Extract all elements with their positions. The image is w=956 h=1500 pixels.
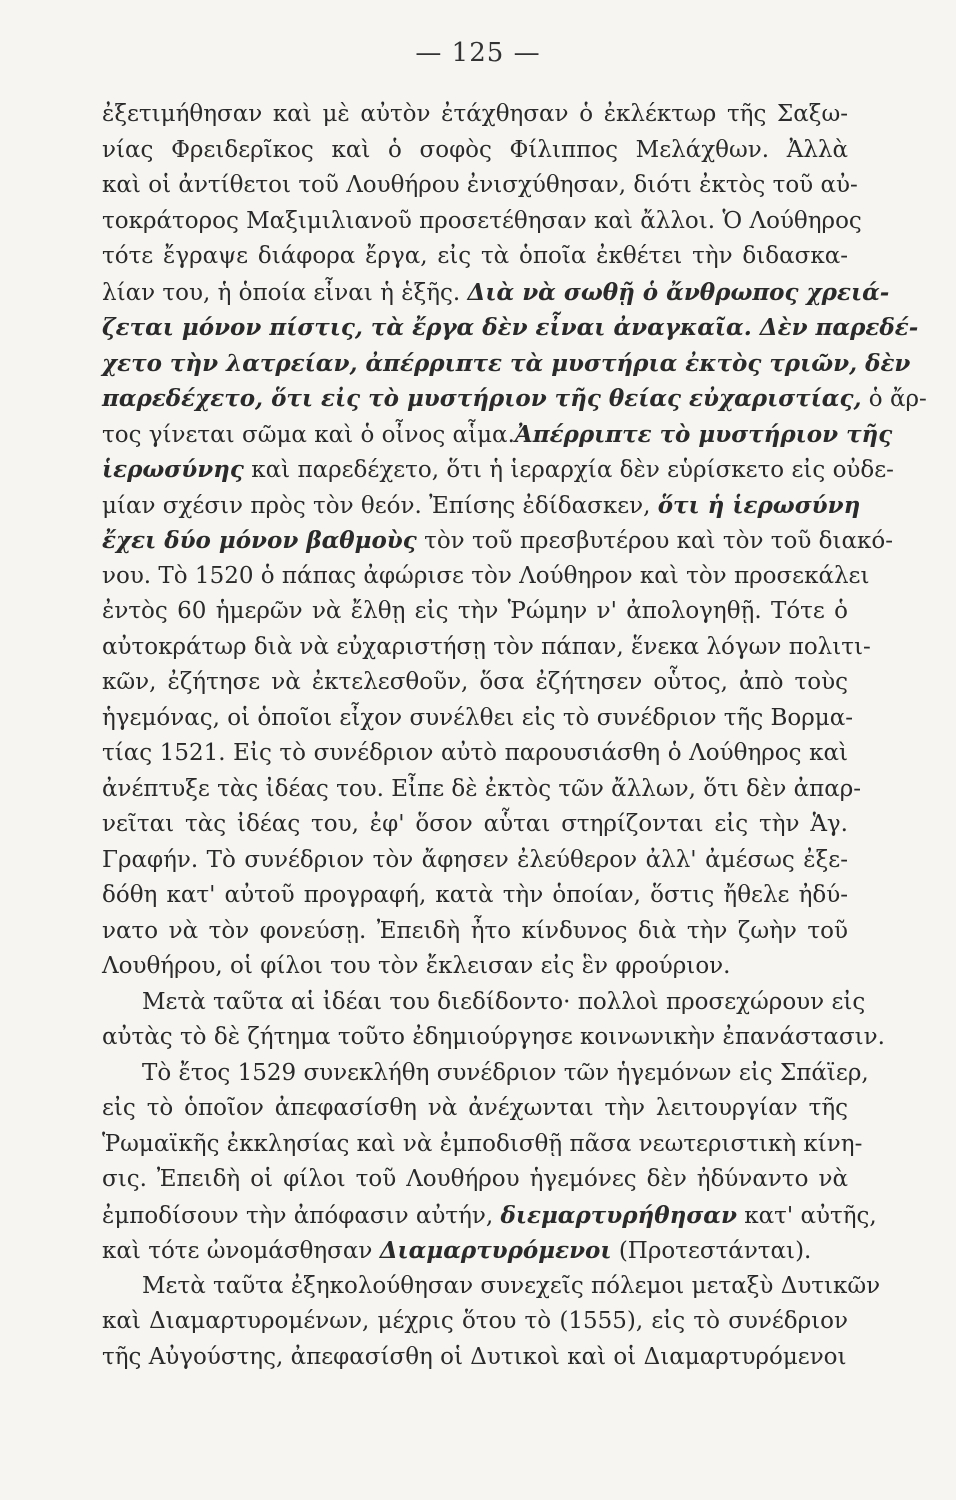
emphasis-text: Διαμαρτυρόμενοι: [379, 1237, 612, 1264]
text-run: τότε ἔγραψε διάφορα ἔργα, εἰς τὰ ὁποῖα ἐκθέτει τὴν διδασκα-: [102, 243, 848, 269]
text-line: [102, 1233, 848, 1269]
text-run: τίας 1521. Εἰς τὸ συνέδριον αὐτὸ παρουσιάσθη ὁ Λούθηρος καὶ: [102, 740, 848, 766]
text-line: [102, 97, 848, 133]
text-line: [102, 807, 848, 843]
text-run: Τὸ ἔτος 1529 συνεκλήθη συνέδριον τῶν ἡγεμόνων εἰς Σπάϊερ,: [142, 1059, 869, 1086]
text-line: [102, 559, 870, 595]
text-run: νατο νὰ τὸν φονεύσῃ. Ἐπειδὴ ἦτο κίνδυνος διὰ τὴν ζωὴν τοῦ: [102, 917, 848, 944]
text-line: [102, 417, 893, 453]
text-run: εἰς τὸ ὁποῖον ἀπεφασίσθη νὰ ἀνέχωνται τὴν λειτουργίαν τῆς: [102, 1095, 848, 1121]
text-run: Ῥωμαϊκῆς ἐκκλησίας καὶ νὰ ἐμποδισθῇ πᾶσα νεωτεριστικὴ κίνη-: [102, 1130, 863, 1157]
text-run: Μετὰ ταῦτα αἱ ἰδέαι του διεδίδοντο· πολλοὶ προσεχώρουν εἰς: [142, 988, 866, 1015]
text-run: καὶ οἱ ἀντίθετοι τοῦ Λουθήρου ἐνισχύθησαν, διότι ἐκτὸς τοῦ αὐ-: [102, 172, 858, 198]
text-line: [102, 1198, 877, 1234]
text-run: ὁ ἄρ-: [861, 386, 927, 412]
text-line: [102, 275, 890, 311]
text-line: [102, 523, 894, 559]
text-line: [102, 985, 866, 1021]
text-run: αὐτὰς τὸ δὲ ζήτημα τοῦτο ἐδημιούργησε κοινωνικὴν ἐπανάστασιν.: [102, 1024, 885, 1050]
text-line: [102, 239, 848, 275]
text-run: καὶ παρεδέχετο, ὅτι ἡ ἱεραρχία δὲν εὑρίσκετο εἰς οὐδε-: [243, 457, 894, 483]
text-run: κατ' αὐτῆς,: [736, 1202, 877, 1229]
text-line: [102, 1127, 863, 1163]
text-line: [102, 452, 894, 488]
text-run: Γραφήν. Τὸ συνέδριον τὸν ἄφησεν ἐλεύθερον ἀλλ' ἀμέσως ἐξε-: [102, 846, 848, 873]
text-line: [102, 665, 848, 701]
text-run: σις. Ἐπειδὴ οἱ φίλοι τοῦ Λουθήρου ἡγεμόνες δὲν ἠδύναντο νὰ: [102, 1166, 848, 1192]
emphasis-text: ὅτι ἡ ἱερωσύνη: [657, 491, 861, 519]
emphasis-text: ἔχει δύο μόνον βαθμοὺς: [102, 527, 417, 554]
text-line: [102, 310, 919, 346]
text-line: [102, 1340, 848, 1376]
text-line: [102, 772, 862, 808]
text-run: αὐτοκράτωρ διὰ νὰ εὐχαριστήσῃ τὸν πάπαν, ἕνεκα λόγων πολιτι-: [102, 633, 871, 660]
emphasis-text: Ἀπέρριπτε τὸ μυστήριον τῆς: [514, 420, 893, 448]
emphasis-text: χετο τὴν λατρείαν, ἀπέρριπτε τὰ μυστήρια ἐκτὸς τριῶν, δὲν: [102, 349, 911, 377]
text-run: τος γίνεται σῶμα καὶ ὁ οἶνος αἷμα.: [102, 421, 515, 448]
text-line: [102, 346, 911, 382]
text-line: [102, 1056, 869, 1092]
text-run: καὶ Διαμαρτυρομένων, μέχρις ὅτου τὸ (1555), εἰς τὸ συνέδριον: [102, 1308, 848, 1334]
text-run: νου. Τὸ 1520 ὁ πάπας ἀφώρισε τὸν Λούθηρον καὶ τὸν προσεκάλει: [102, 562, 870, 589]
text-line: [102, 736, 848, 772]
text-line: [102, 1269, 881, 1305]
emphasis-text: διεμαρτυρήθησαν: [500, 1201, 737, 1229]
emphasis-text: ζεται μόνον πίστις, τὰ ἔργα δὲν εἶναι ἀναγκαῖα. Δὲν παρεδέ-: [102, 314, 919, 341]
text-line: [102, 914, 848, 950]
text-line: [102, 1091, 848, 1127]
page-number: — 125 —: [415, 38, 541, 68]
text-run: τῆς Αὐγούστης, ἀπεφασίσθη οἱ Δυτικοὶ καὶ οἱ Διαμαρτυρόμενοι: [102, 1343, 847, 1370]
text-line: [102, 488, 861, 524]
text-run: ἀνέπτυξε τὰς ἰδέας του. Εἶπε δὲ ἐκτὸς τῶν ἄλλων, ὅτι δὲν ἀπαρ-: [102, 775, 862, 802]
text-line: [102, 843, 848, 879]
emphasis-text: παρεδέχετο, ὅτι εἰς τὸ μυστήριον τῆς θείας εὐχαριστίας,: [102, 385, 862, 412]
text-run: ἡγεμόνας, οἱ ὁποῖοι εἶχον συνέλθει εἰς τὸ συνέδριον τῆς Βορμα-: [102, 704, 854, 731]
text-run: δόθη κατ' αὐτοῦ προγραφή, κατὰ τὴν ὁποίαν, ὅστις ἤθελε ἠδύ-: [102, 882, 848, 908]
text-line: [102, 701, 854, 737]
text-line: [102, 133, 848, 169]
text-run: μίαν σχέσιν πρὸς τὸν θεόν. Ἐπίσης ἐδίδασκεν,: [102, 492, 658, 519]
text-run: λίαν του, ἡ ὁποία εἶναι ἡ ἑξῆς.: [102, 279, 468, 306]
text-run: τοκράτορος Μαξιμιλιανοῦ προσετέθησαν καὶ ἄλλοι. Ὁ Λούθηρος: [102, 207, 862, 234]
text-run: καὶ τότε ὠνομάσθησαν: [102, 1238, 380, 1264]
text-run: κῶν, ἐζήτησε νὰ ἐκτελεσθοῦν, ὅσα ἐζήτησεν οὗτος, ἀπὸ τοὺς: [102, 669, 848, 695]
emphasis-text: ἱερωσύνης: [102, 456, 244, 483]
text-line: [102, 1304, 848, 1340]
text-run: Λουθήρου, οἱ φίλοι του τὸν ἔκλεισαν εἰς ἓν φρούριον.: [102, 953, 731, 979]
text-run: ἐντὸς 60 ἡμερῶν νὰ ἔλθῃ εἰς τὴν Ῥώμην ν' ἀπολογηθῇ. Τότε ὁ: [102, 598, 848, 624]
text-run: Μετὰ ταῦτα ἐξηκολούθησαν συνεχεῖς πόλεμοι μεταξὺ Δυτικῶν: [142, 1272, 881, 1299]
text-line: [102, 1020, 885, 1056]
text-line: [102, 168, 858, 204]
text-line: [102, 594, 848, 630]
text-run: νεῖται τὰς ἰδέας του, ἐφ' ὅσον αὗται στηρίζονται εἰς τὴν Ἁγ.: [102, 811, 848, 837]
text-run: ἐμποδίσουν τὴν ἀπόφασιν αὐτήν,: [102, 1202, 501, 1229]
text-run: νίας Φρειδερῖκος καὶ ὁ σοφὸς Φίλιππος Μελάχθων. Ἀλλὰ: [102, 136, 848, 163]
text-run: ἐξετιμήθησαν καὶ μὲ αὐτὸν ἐτάχθησαν ὁ ἐκλέκτωρ τῆς Σαξω-: [102, 101, 848, 127]
text-line: [102, 204, 862, 240]
text-line: [102, 381, 927, 417]
text-line: [102, 630, 871, 666]
body-text: [102, 97, 927, 1375]
emphasis-text: Διὰ νὰ σωθῇ ὁ ἄνθρωπος χρειά-: [467, 278, 890, 306]
text-line: [102, 949, 848, 985]
text-run: (Προτεστάνται).: [611, 1238, 812, 1264]
text-line: [102, 1162, 848, 1198]
text-line: [102, 878, 848, 914]
text-run: τὸν τοῦ πρεσβυτέρου καὶ τὸν τοῦ διακό-: [416, 528, 894, 554]
